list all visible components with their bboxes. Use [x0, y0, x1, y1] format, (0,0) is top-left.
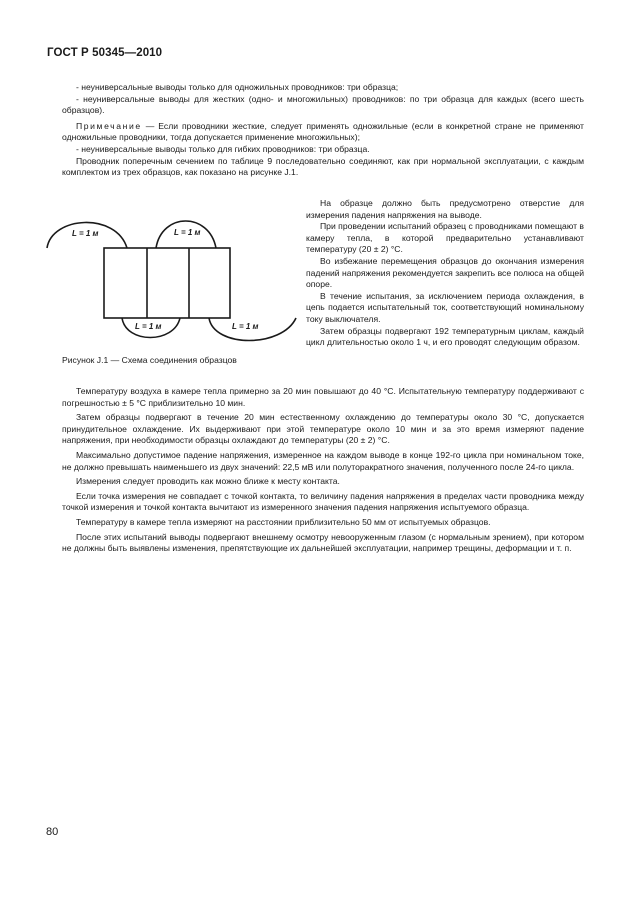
note-text: — Если проводники жесткие, следует применять одножильные (если в конкретной стране не применяют одножильные проводники, тогда допускается применение многожильных); [62, 120, 584, 143]
paragraph: Во избежание перемещения образцов до окончания измерения падений напряжения рекомендуется закрепить все полюса на общей опоре. [306, 255, 584, 290]
paragraph: Измерения следует проводить как можно ближе к месту контакта. [76, 476, 340, 487]
loop-label: L = 1 м [72, 229, 99, 238]
paragraph: Если точка измерения не совпадает с точкой контакта, то величину падения напряжения в пределах части проводника между точкой измерения и точкой контакта вычитают из измеренного значения падения напряжения испытуемого образца. [62, 490, 584, 513]
page-number: 80 [46, 826, 59, 838]
paragraph: - неуниверсальные выводы только для гибких проводников: три образца. [76, 143, 370, 154]
paragraph: Температуру воздуха в камере тепла примерно за 20 мин повышают до 40 °С. Испытательную температуру поддерживают с погрешностью ± 5 °С приблизительно 10 мин. [62, 386, 584, 408]
loop-label: L = 1 м [232, 322, 259, 331]
paragraph: - неуниверсальные выводы для жестких (одно- и многожильных) проводников: по три образца для каждых (всего шесть образцов). [62, 93, 584, 116]
paragraph: Затем образцы подвергают 192 температурным циклам, каждый цикл длительностью около 1 ч, и его проводят следующим образом. [306, 325, 584, 348]
top-text-block [62, 82, 584, 179]
paragraph: После этих испытаний выводы подвергают внешнему осмотру невооруженным глазом (с нормальным зрением), при котором не должны быть выявлены изменения, препятствующие их дальнейшей эксплуатации, например трещины, деформации и т. п. [62, 531, 584, 554]
figure-caption: Рисунок J.1 — Схема соединения образцов [62, 355, 237, 365]
right-text-block [306, 198, 584, 349]
paragraph: Затем образцы подвергают в течение 20 мин естественному охлаждению до температуры около 30 °С, допускается принудительное охлаждение. Их выдерживают при этой температуре около 10 мин и за это время измеряют падение напряжения, при необходимости образцы охлаждают до температуры (20 ± 2) °С. [62, 412, 584, 446]
paragraph: Температуру в камере тепла измеряют на расстоянии приблизительно 50 мм от испытуемых образцов. [76, 516, 491, 527]
paragraph: Максимально допустимое падение напряжения, измеренное на каждом выводе в конце 192-го цикла при номинальном токе, не должно превышать наименьшего из двух значений: 22,5 мВ или полуторакратного значения, полученного после 24-го цикла. [62, 449, 584, 472]
note-paragraph [62, 121, 584, 144]
loop-label: L = 1 м [174, 228, 201, 237]
paragraph: При проведении испытаний образец с проводниками помещают в камеру тепла, в которой предварительно устанавливают температуру (20 ± 2) °С. [306, 221, 584, 255]
bottom-text-block [62, 386, 584, 555]
paragraph: - неуниверсальные выводы только для одножильных проводников: три образца; [76, 82, 399, 92]
connection-diagram [44, 208, 299, 348]
loop-label: L = 1 м [135, 322, 162, 331]
paragraph: Проводник поперечным сечением по таблице 9 последовательно соединяют, как при нормальной эксплуатации, с каждым комплектом из трех образцов, как показано на рисунке J.1. [62, 155, 584, 178]
note-label: Примечание [76, 120, 142, 131]
paragraph: На образце должно быть предусмотрено отверстие для измерения падения напряжения на выводе. [306, 198, 584, 220]
samples-outline [104, 248, 230, 318]
paragraph: В течение испытания, за исключением периода охлаждения, в цепь подается испытательный ток, соответствующий номинальному току выключателя. [306, 290, 584, 324]
document-header: ГОСТ Р 50345—2010 [47, 47, 163, 59]
